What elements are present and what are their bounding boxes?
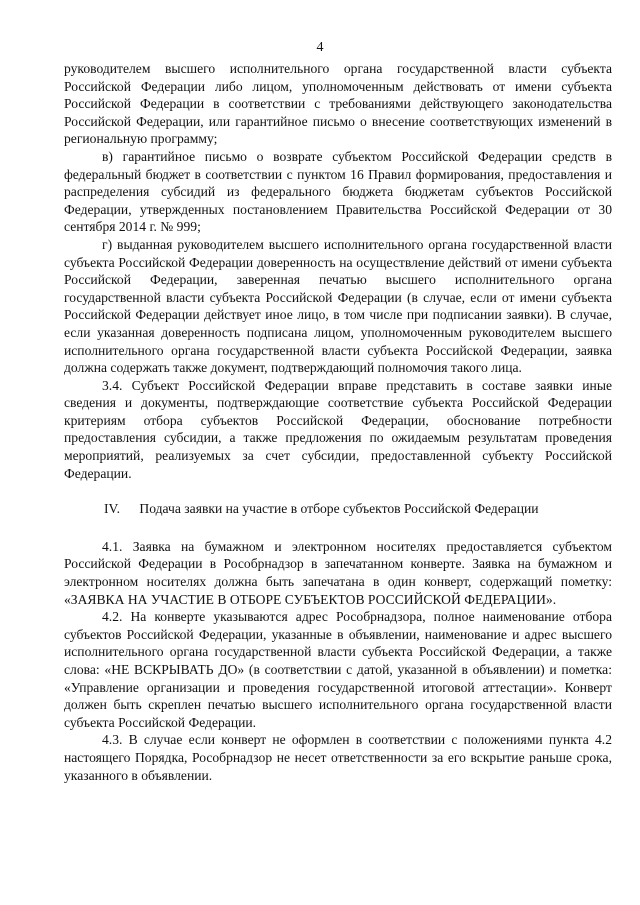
paragraph-item-g: г) выданная руководителем высшего исполнительного органа государственной власти субъекта Российской Федерации доверенность на осуществление действий от имени субъекта Российской Федерации, заверенная печатью высшего исполнительного органа государственной власти субъекта Российской Федерации (в случае, если от имени субъекта Российской Федерации действует иное лицо, в том числе при подписании заявки). В случае, если указанная доверенность подписана лицом, уполномоченным руководителем высшего исполнительного органа государственной власти субъекта Российской Федерации, заявка должна содержать также документ, подтверждающий полномочия такого лица. <box>64 236 612 376</box>
paragraph-3-4: 3.4. Субъект Российской Федерации вправе представить в составе заявки иные сведения и документы, подтверждающие соответствие субъекта Российской Федерации критериям отбора субъектов Российской Федерации, обоснование потребности предоставления субсидии, а также предложения по ожидаемым результатам проведения мероприятий, реализуемых за счет субсидии, предоставленной субъекту Российской Федерации. <box>64 377 612 481</box>
section-heading <box>64 500 612 518</box>
paragraph-4-2: 4.2. На конверте указываются адрес Рособрнадзора, полное наименование отбора субъектов Российской Федерации, указанные в объявлении, наименование и адрес высшего исполнительного органа государственной власти субъекта Российской Федерации, а также слова: «НЕ ВСКРЫВАТЬ ДО» (в соответствии с датой, указанной в объявлении) и пометка: «Управление организации и проведения государственной итоговой аттестации». Конверт должен быть скреплен печатью высшего исполнительного органа государственной власти субъекта Российской Федерации. <box>64 609 612 730</box>
page-number: 4 <box>316 40 324 55</box>
document-body <box>64 60 612 784</box>
section-number: IV. <box>104 501 120 517</box>
paragraph-4-3: 4.3. В случае если конверт не оформлен в соответствии с положениями пункта 4.2 настоящего Порядка, Рособрнадзор не несет ответственности за его вскрытие раньше срока, указанного в объявлении. <box>64 732 612 783</box>
section-title: Подача заявки на участие в отборе субъектов Российской Федерации <box>139 501 539 517</box>
paragraph-item-v: в) гарантийное письмо о возврате субъектом Российской Федерации средств в федеральный бюджет в соответствии с пунктом 16 Правил формирования, предоставления и распределения субсидий из федерального бюджета бюджетам субъектов Российской Федерации, утвержденных постановлением Правительства Российской Федерации от 30 сентября 2014 г. № 999; <box>64 148 612 235</box>
paragraph-4-1: 4.1. Заявка на бумажном и электронном носителях предоставляется субъектом Российской Федерации в Рособрнадзор в запечатанном конверте. Заявка на бумажном и электронном носителях должна быть запечатана в один конверт, содержащий пометку: «ЗАЯВКА НА УЧАСТИЕ В ОТБОРЕ СУБЪЕКТОВ РОССИЙСКОЙ ФЕДЕРАЦИИ». <box>64 538 612 607</box>
paragraph-continuation: руководителем высшего исполнительного органа государственной власти субъекта Российской Федерации либо лицом, уполномоченным действовать от имени субъекта Российской Федерации в соответствии с требованиями действующего законодательства Российской Федерации, или гарантийное письмо о внесение соответствующих изменений в региональную программу; <box>64 61 612 147</box>
